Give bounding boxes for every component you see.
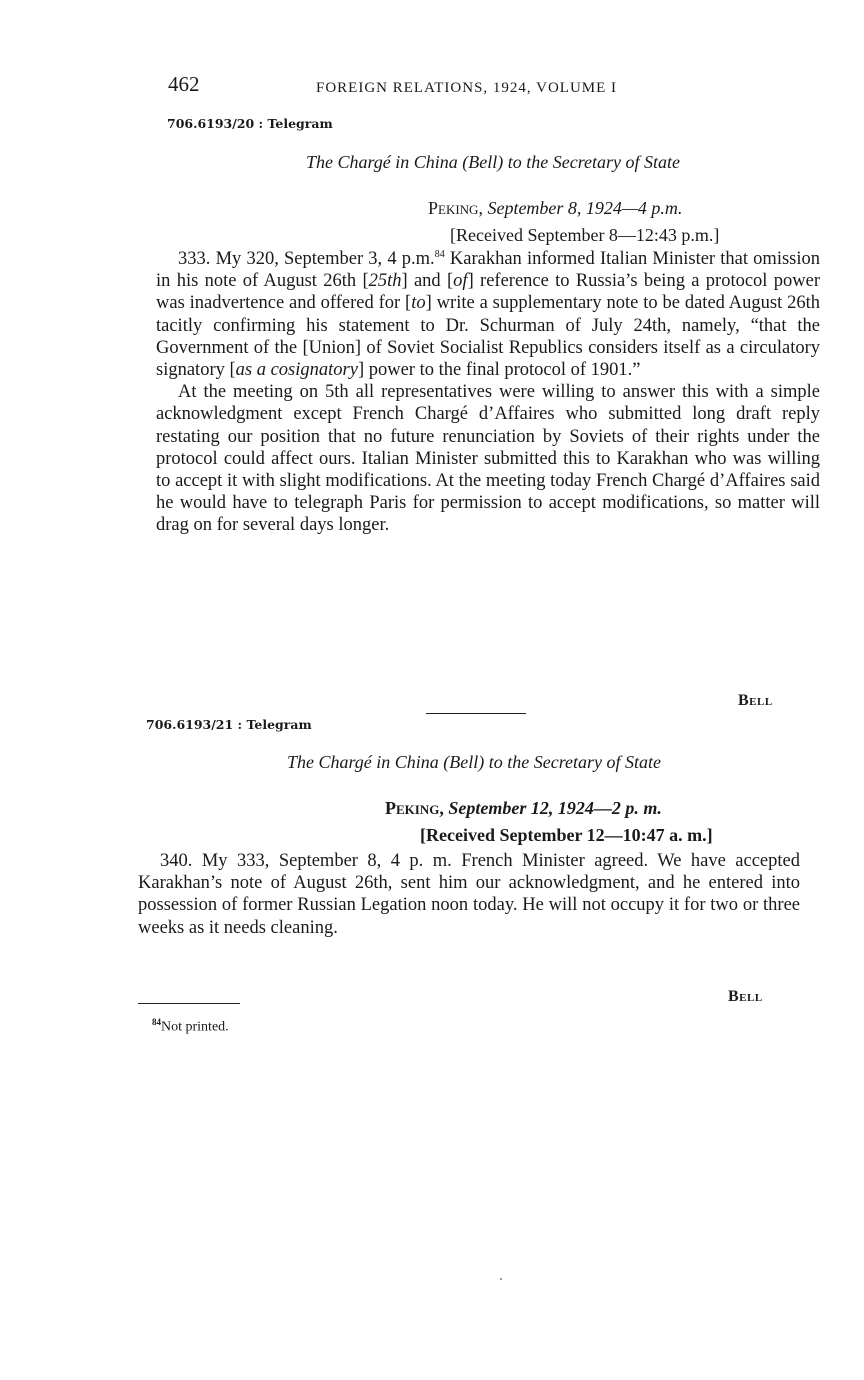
telegram-body: [156, 248, 820, 537]
separator-rule: [426, 713, 526, 714]
running-head: FOREIGN RELATIONS, 1924, VOLUME I: [316, 80, 618, 96]
paragraph-number: 333.: [178, 249, 211, 269]
telegram-body: [138, 850, 800, 939]
dateline-place: Peking,: [428, 198, 483, 218]
signature: Bell: [738, 692, 773, 709]
dateline-date: September 12, 1924—2 p. m.: [448, 798, 662, 818]
speck-dot: [500, 1278, 502, 1280]
text-run: Karakhan informed Italian Minister that omission in his note of August 26th [: [156, 249, 821, 292]
footnote-marker: 84: [152, 1017, 161, 1027]
text-run: ] power to the final protocol of 1901.”: [357, 360, 641, 381]
editorial-insertion: of: [453, 271, 468, 292]
paragraph: 340. My 333, September 8, 4 p. m. French Minister agreed. We have accepted Karakhan’s note of August 26th, sent him our acknowledgment, and he entered into possession of former Russian Legation noon today. He will not occupy it for two or three weeks as it needs cleaning.: [138, 851, 800, 938]
page-number: 462: [168, 72, 200, 96]
dateline-date: September 8, 1924—4 p.m.: [487, 198, 683, 218]
editorial-insertion: as a cosignatory: [235, 360, 358, 381]
dateline: [428, 198, 682, 219]
dateline: [385, 798, 662, 819]
footnote-ref: 84: [434, 248, 445, 260]
document-title: The Chargé in China (Bell) to the Secretary of State: [286, 752, 662, 772]
document-title: The Chargé in China (Bell) to the Secretary of State: [305, 152, 681, 172]
footnote-rule: [138, 1003, 240, 1004]
footnote-text: Not printed.: [161, 1019, 229, 1035]
text-run: My 320, September 3, 4 p.m.: [215, 249, 435, 269]
footnote: [152, 1017, 229, 1036]
editorial-insertion: to: [411, 293, 426, 314]
received-line: [Received September 12—10:47 a. m.]: [420, 825, 713, 845]
file-id: 706.6193/20 : Telegram: [167, 116, 333, 131]
received-line: [Received September 8—12:43 p.m.]: [450, 225, 720, 245]
text-run: ] and [: [401, 271, 454, 292]
paragraph: At the meeting on 5th all representatives were willing to answer this with a simple acknowledgment except French Chargé d’Affaires who submitted long draft reply restating our position that no future renunciation by Soviets of their rights under the protocol could affect ours. Italian Minister submitted this to Karakhan who was willing to accept it with slight modifications. At the meeting today French Chargé d’Affaires said he would have to telegraph Paris for permission to accept modifications, so matter will drag on for several days longer.: [156, 382, 820, 536]
file-id: 706.6193/21 : Telegram: [146, 717, 312, 732]
text-run: ] write a supplementary note to be dated August 26th tacitly confirming his statement to Dr. Schurman of July 24th, namely, “that the Government of the [Union] of Soviet Socialist Republics considers itself as a circulatory signatory [: [156, 293, 821, 381]
text-run: ] reference to Russia’s being a protocol power was inadvertence and offered for [: [156, 271, 820, 314]
paragraph: [156, 248, 820, 381]
dateline-place: Peking,: [385, 798, 444, 818]
signature: Bell: [728, 988, 763, 1005]
editorial-insertion: 25th: [368, 271, 402, 292]
